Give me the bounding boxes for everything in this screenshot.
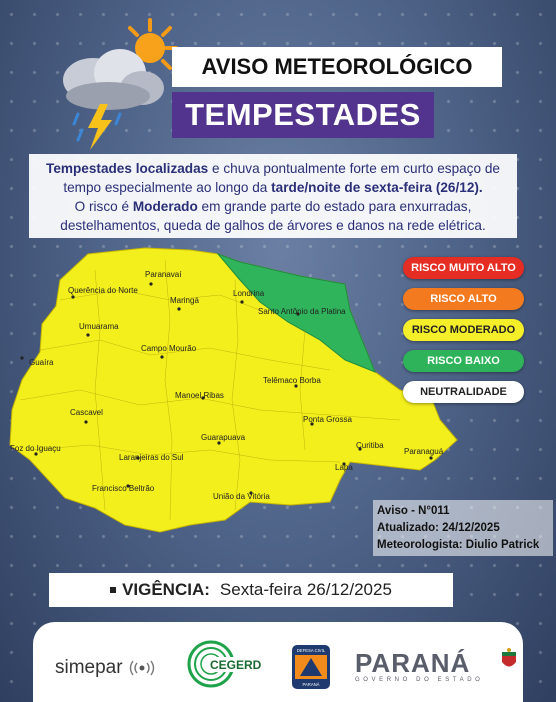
warning-number: Aviso - N°011 [377, 505, 450, 517]
page-title: AVISO METEOROLÓGICO [172, 47, 502, 87]
desc-storms: Tempestades localizadas [46, 161, 209, 176]
legend-moderate: RISCO MODERADO [403, 319, 524, 341]
city-santo-antonio-da-platina: Santo Antônio da Platina [258, 307, 346, 316]
validity-value: Sexta-feira 26/12/2025 [219, 580, 392, 599]
state-coat-of-arms-icon [500, 648, 518, 672]
page-subtitle: TEMPESTADES [172, 92, 434, 138]
city-ponta-grossa: Ponta Grossa [303, 415, 352, 424]
city-telemaco-borba: Telêmaco Borba [263, 376, 321, 385]
governo-text: GOVERNO DO ESTADO [355, 677, 484, 683]
city-londrina: Londrina [233, 289, 265, 298]
city-guaira: Guaíra [29, 358, 54, 367]
cegerd-logo [186, 639, 266, 689]
parana-text: PARANÁ [355, 648, 471, 678]
warning-info [373, 500, 553, 556]
desc-risk-level: Moderado [132, 199, 198, 214]
city-laranjeiras-do-sul: Laranjeiras do Sul [119, 453, 184, 462]
signal-waves-icon [129, 660, 155, 676]
defesa-civil-bottom-text: PARANÁ [302, 682, 320, 687]
city-manoel-ribas: Manoel Ribas [175, 391, 224, 400]
storm-cloud-sun-icon [38, 18, 178, 158]
city-foz-do-iguacu: Foz do Iguaçu [10, 444, 61, 453]
risk-legend [403, 257, 524, 412]
city-curitiba: Curitiba [356, 441, 384, 450]
city-guarapuava: Guarapuava [201, 433, 246, 442]
parana-logo [355, 648, 483, 683]
bullet-icon [110, 587, 116, 593]
city-lapa: Lapa [335, 463, 353, 472]
desc-risk-intro: O risco é [74, 199, 133, 214]
legend-neutral: NEUTRALIDADE [403, 381, 524, 403]
meteorologist: Meteorologista: Diulio Patrick [377, 539, 540, 551]
cegerd-text: CEGERD [210, 658, 262, 672]
simepar-text: simepar [55, 657, 123, 678]
updated-date: Atualizado: 24/12/2025 [377, 522, 500, 534]
city-maringa: Maringá [170, 296, 199, 305]
city-paranavai: Paranavaí [145, 270, 182, 279]
city-umuarama: Umuarama [79, 322, 119, 331]
validity-label: VIGÊNCIA: [122, 580, 210, 599]
city-campo-mourao: Campo Mourão [141, 344, 197, 353]
defesa-civil-logo [291, 644, 331, 690]
simepar-logo [55, 657, 155, 679]
description-text [29, 154, 517, 238]
legend-high: RISCO ALTO [403, 288, 524, 310]
desc-period: tarde/noite de sexta-feira (26/12). [271, 180, 483, 195]
validity-bar [49, 573, 453, 607]
legend-very-high: RISCO MUITO ALTO [403, 257, 524, 279]
legend-low: RISCO BAIXO [403, 350, 524, 372]
footer-logos [33, 622, 523, 702]
city-uniao-da-vitoria: União da Vitória [213, 492, 270, 501]
defesa-civil-top-text: DEFESA CIVIL [296, 648, 326, 653]
desc-risk-detail: em grande parte do estado para enxurradas, destelhamentos, queda de galhos de árvores e danos na rede elétrica. [60, 199, 486, 233]
desc-rain: e chuva pontualmente forte em curto espaço de tempo especialmente ao longo da [63, 161, 500, 195]
city-francisco-beltrao: Francisco Beltrão [92, 484, 155, 493]
city-cascavel: Cascavel [70, 408, 103, 417]
city-paranagua: Paranaguá [404, 447, 444, 456]
city-querencia-do-norte: Querência do Norte [68, 286, 138, 295]
